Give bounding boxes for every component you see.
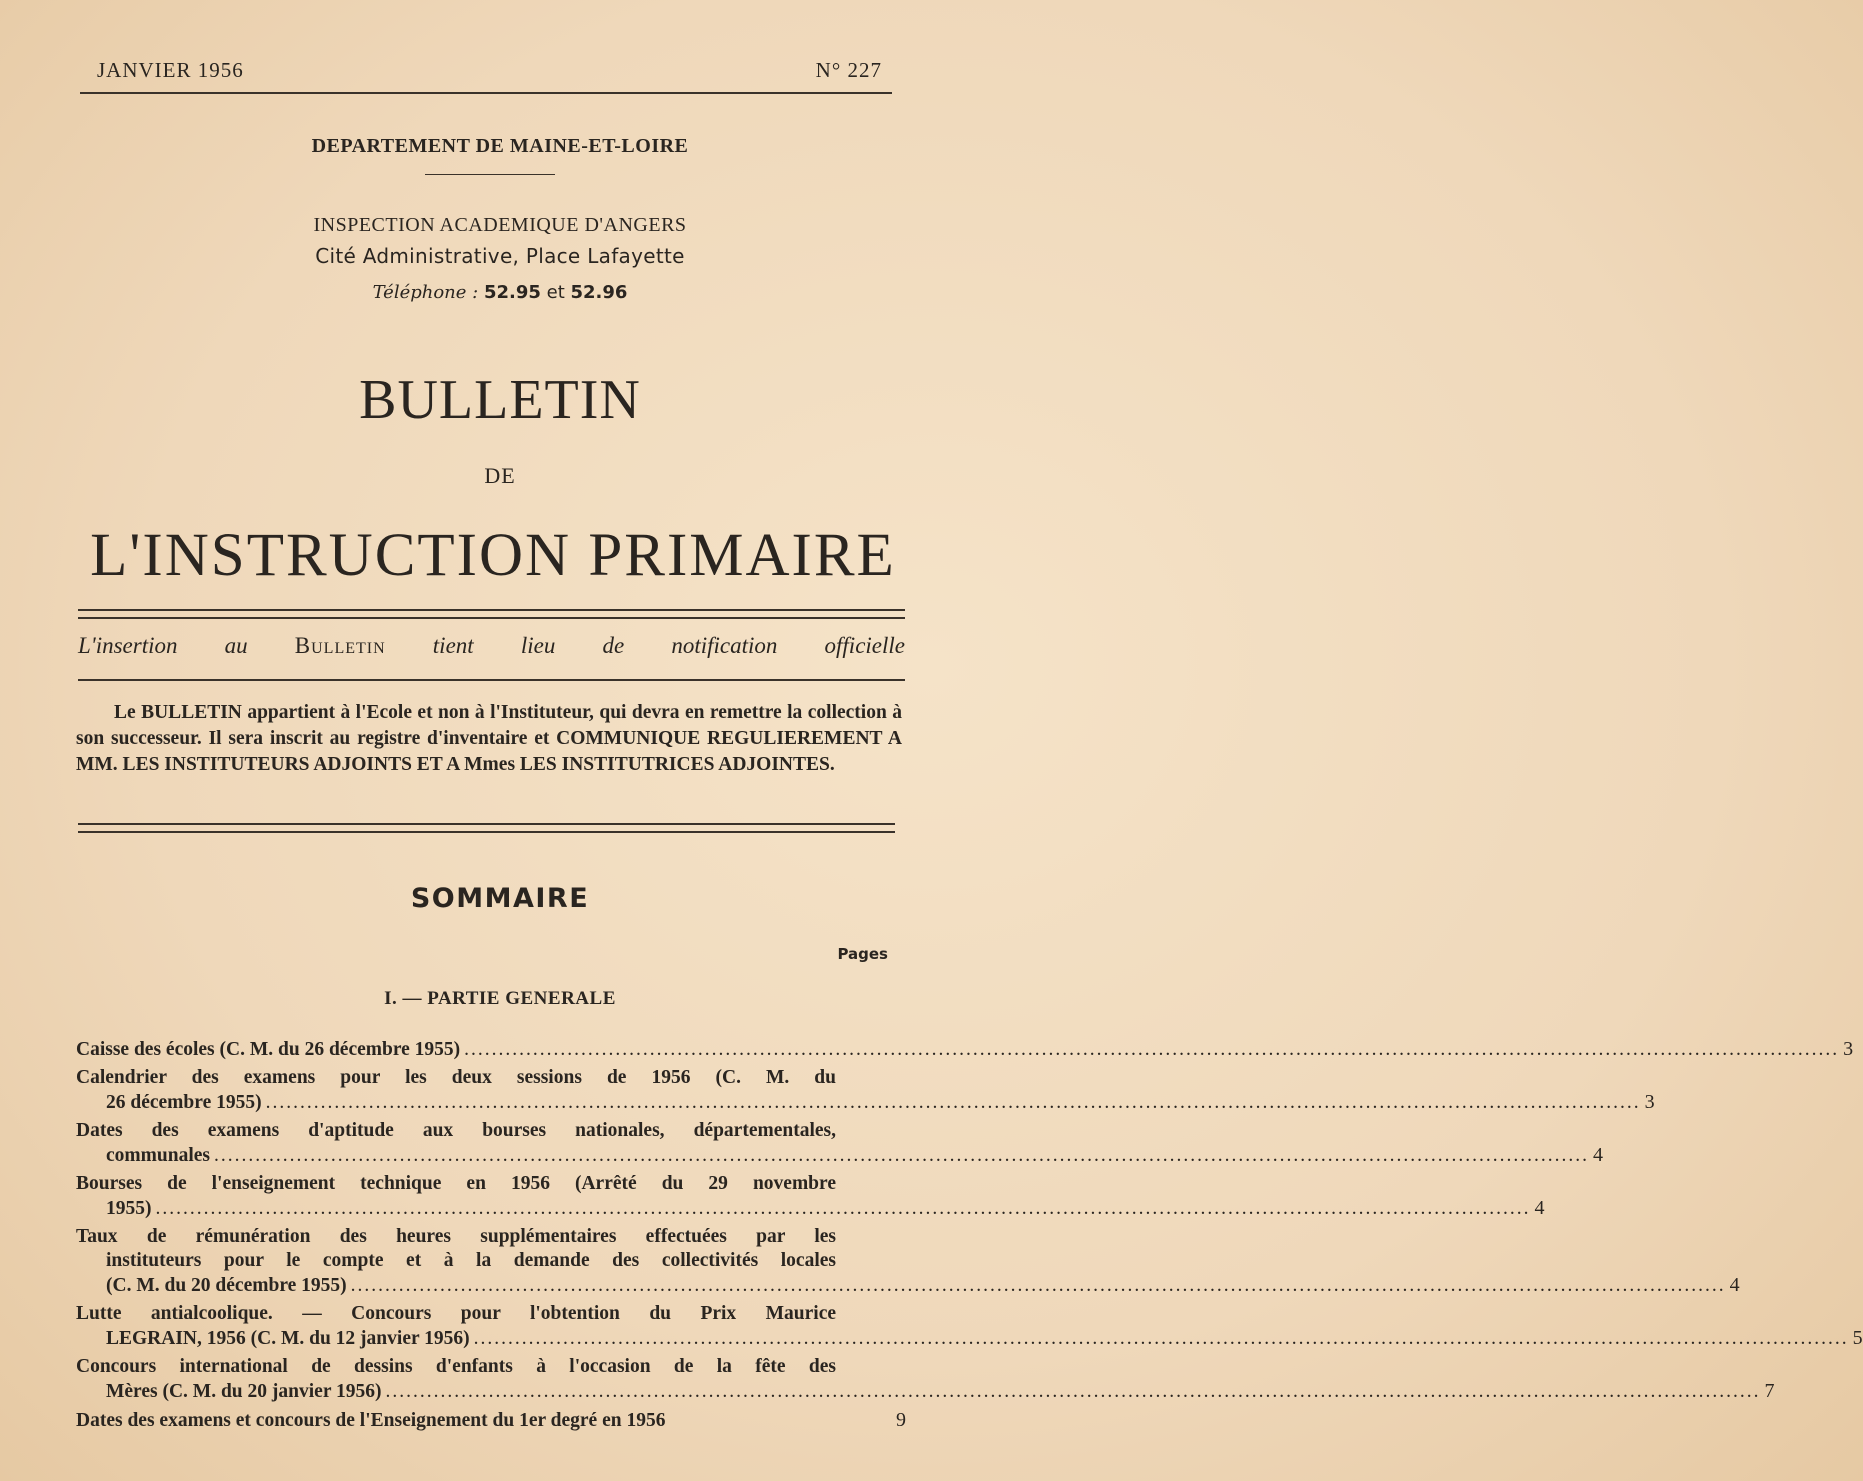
notice-word: lieu	[520, 633, 556, 658]
toc-dot-leader: ........................................................................................................................................................................................................	[155, 1198, 1531, 1219]
toc-entry-last-line	[76, 1379, 1775, 1404]
ownership-text: Le BULLETIN appartient à l'Ecole et non à l'Instituteur, qui devra en remettre la collection à son successeur. Il sera inscrit au registre d'inventaire et COMMUNIQUE REGULIEREMENT A MM. LES INSTITUTEURS ADJOINTS ET A Mmes LES INSTITUTRICES ADJOINTES.	[76, 702, 902, 775]
toc-page-number: 9	[896, 1409, 906, 1431]
toc-entry	[76, 1408, 906, 1433]
notice-word: au	[224, 633, 248, 658]
toc-page-number: 3	[1843, 1038, 1854, 1060]
issue-number: N° 227	[815, 58, 882, 82]
toc-page-number: 3	[1644, 1091, 1655, 1113]
notice-word: officielle	[824, 633, 905, 658]
toc-entry-line: Concours international de dessins d'enfants à l'occasion de la fête des	[76, 1356, 836, 1377]
toc-page-number: 7	[1764, 1380, 1775, 1402]
ownership-paragraph	[76, 700, 902, 778]
sommaire-title: SOMMAIRE	[410, 883, 590, 914]
toc-entry-last-line	[76, 1408, 906, 1433]
toc-entry-last-line	[76, 1090, 1655, 1115]
toc-entry-title: communales	[106, 1145, 210, 1166]
toc-entry-last-line	[76, 1037, 1854, 1062]
pages-column-label: Pages	[837, 945, 888, 963]
toc-dot-leader: ........................................................................................................................................................................................................	[385, 1381, 1761, 1402]
double-rule-top	[78, 609, 905, 611]
toc-page-number: 4	[1729, 1274, 1740, 1296]
toc-entry	[76, 1119, 1603, 1168]
telephone-conjunction: et	[546, 282, 565, 303]
toc-dot-leader: ........................................................................................................................................................................................................	[473, 1328, 1849, 1349]
section-heading: I. — PARTIE GENERALE	[384, 988, 616, 1009]
toc-entry-line: Bourses de l'enseignement technique en 1956 (Arrêté du 29 novembre	[76, 1173, 836, 1194]
toc-entry-title: Dates des examens et concours de l'Enseignement du 1er degré en 1956	[76, 1410, 666, 1431]
toc-entry-line: Lutte antialcoolique. — Concours pour l'obtention du Prix Maurice	[76, 1303, 836, 1324]
notice-word: notification	[671, 633, 778, 658]
toc-entry-line: instituteurs pour le compte et à la demande des collectivités locales	[106, 1250, 836, 1271]
address-line: Cité Administrative, Place Lafayette	[315, 244, 685, 268]
toc-entry	[76, 1037, 1854, 1062]
toc-entry-line: Dates des examens d'aptitude aux bourses nationales, départementales,	[76, 1120, 836, 1141]
notification-notice	[78, 633, 905, 659]
toc-page-number: 4	[1534, 1197, 1545, 1219]
toc-dot-leader: ........................................................................................................................................................................................................	[350, 1275, 1726, 1296]
toc-entry	[76, 1066, 1655, 1115]
toc-dot-leader: ........................................................................................................................................................................................................	[265, 1092, 1641, 1113]
title-instruction-primaire: L'INSTRUCTION PRIMAIRE	[90, 522, 896, 589]
inspection-heading: INSPECTION ACADEMIQUE D'ANGERS	[313, 214, 687, 236]
toc-entry-last-line	[76, 1326, 1863, 1351]
double-rule-bottom-2	[78, 831, 895, 833]
telephone-number-2: 52.96	[570, 282, 628, 303]
notice-word: L'insertion	[78, 633, 178, 658]
telephone-label: Téléphone :	[372, 282, 479, 303]
issue-date: JANVIER 1956	[97, 58, 244, 82]
toc-entry-line: Taux de rémunération des heures supplémentaires effectuées par les	[76, 1226, 836, 1247]
toc-entry	[76, 1172, 1545, 1221]
department-heading: DEPARTEMENT DE MAINE-ET-LOIRE	[311, 135, 689, 157]
telephone-line	[0, 282, 1000, 303]
toc-entry	[76, 1302, 1863, 1351]
toc-entry-title: 26 décembre 1955)	[106, 1092, 262, 1113]
notice-word: tient	[432, 633, 474, 658]
toc-entry-title: Caisse des écoles (C. M. du 26 décembre 1955)	[76, 1039, 461, 1060]
notice-word: de	[602, 633, 625, 658]
toc-entry-last-line	[76, 1143, 1603, 1168]
title-bulletin: BULLETIN	[359, 369, 641, 431]
toc-entry-title: Mères (C. M. du 20 janvier 1956)	[106, 1381, 382, 1402]
notice-rule	[78, 679, 905, 681]
toc-entry-last-line	[76, 1196, 1545, 1221]
toc-entry-title: LEGRAIN, 1956 (C. M. du 12 janvier 1956)	[106, 1328, 470, 1349]
double-rule-bottom	[78, 617, 905, 619]
toc-page-number: 4	[1593, 1144, 1603, 1166]
table-of-contents	[76, 1037, 1863, 1433]
toc-page-number: 5	[1852, 1327, 1863, 1349]
toc-entry-title: 1955)	[106, 1198, 152, 1219]
toc-entry	[76, 1355, 1775, 1404]
toc-entry-title: (C. M. du 20 décembre 1955)	[106, 1275, 347, 1296]
header-rule	[80, 92, 892, 94]
department-rule	[425, 174, 555, 175]
toc-entry-last-line	[76, 1273, 1740, 1298]
toc-dot-leader: ........................................................................................................................................................................................................	[214, 1145, 1589, 1166]
toc-entry	[76, 1225, 1740, 1298]
telephone-number-1: 52.95	[483, 282, 541, 303]
toc-entry-line: Calendrier des examens pour les deux sessions de 1956 (C. M. du	[76, 1067, 836, 1088]
notice-word: Bulletin	[294, 633, 386, 658]
title-de: DE	[484, 463, 516, 488]
double-rule-top-2	[78, 823, 895, 825]
toc-dot-leader: ........................................................................................................................................................................................................	[464, 1039, 1840, 1060]
